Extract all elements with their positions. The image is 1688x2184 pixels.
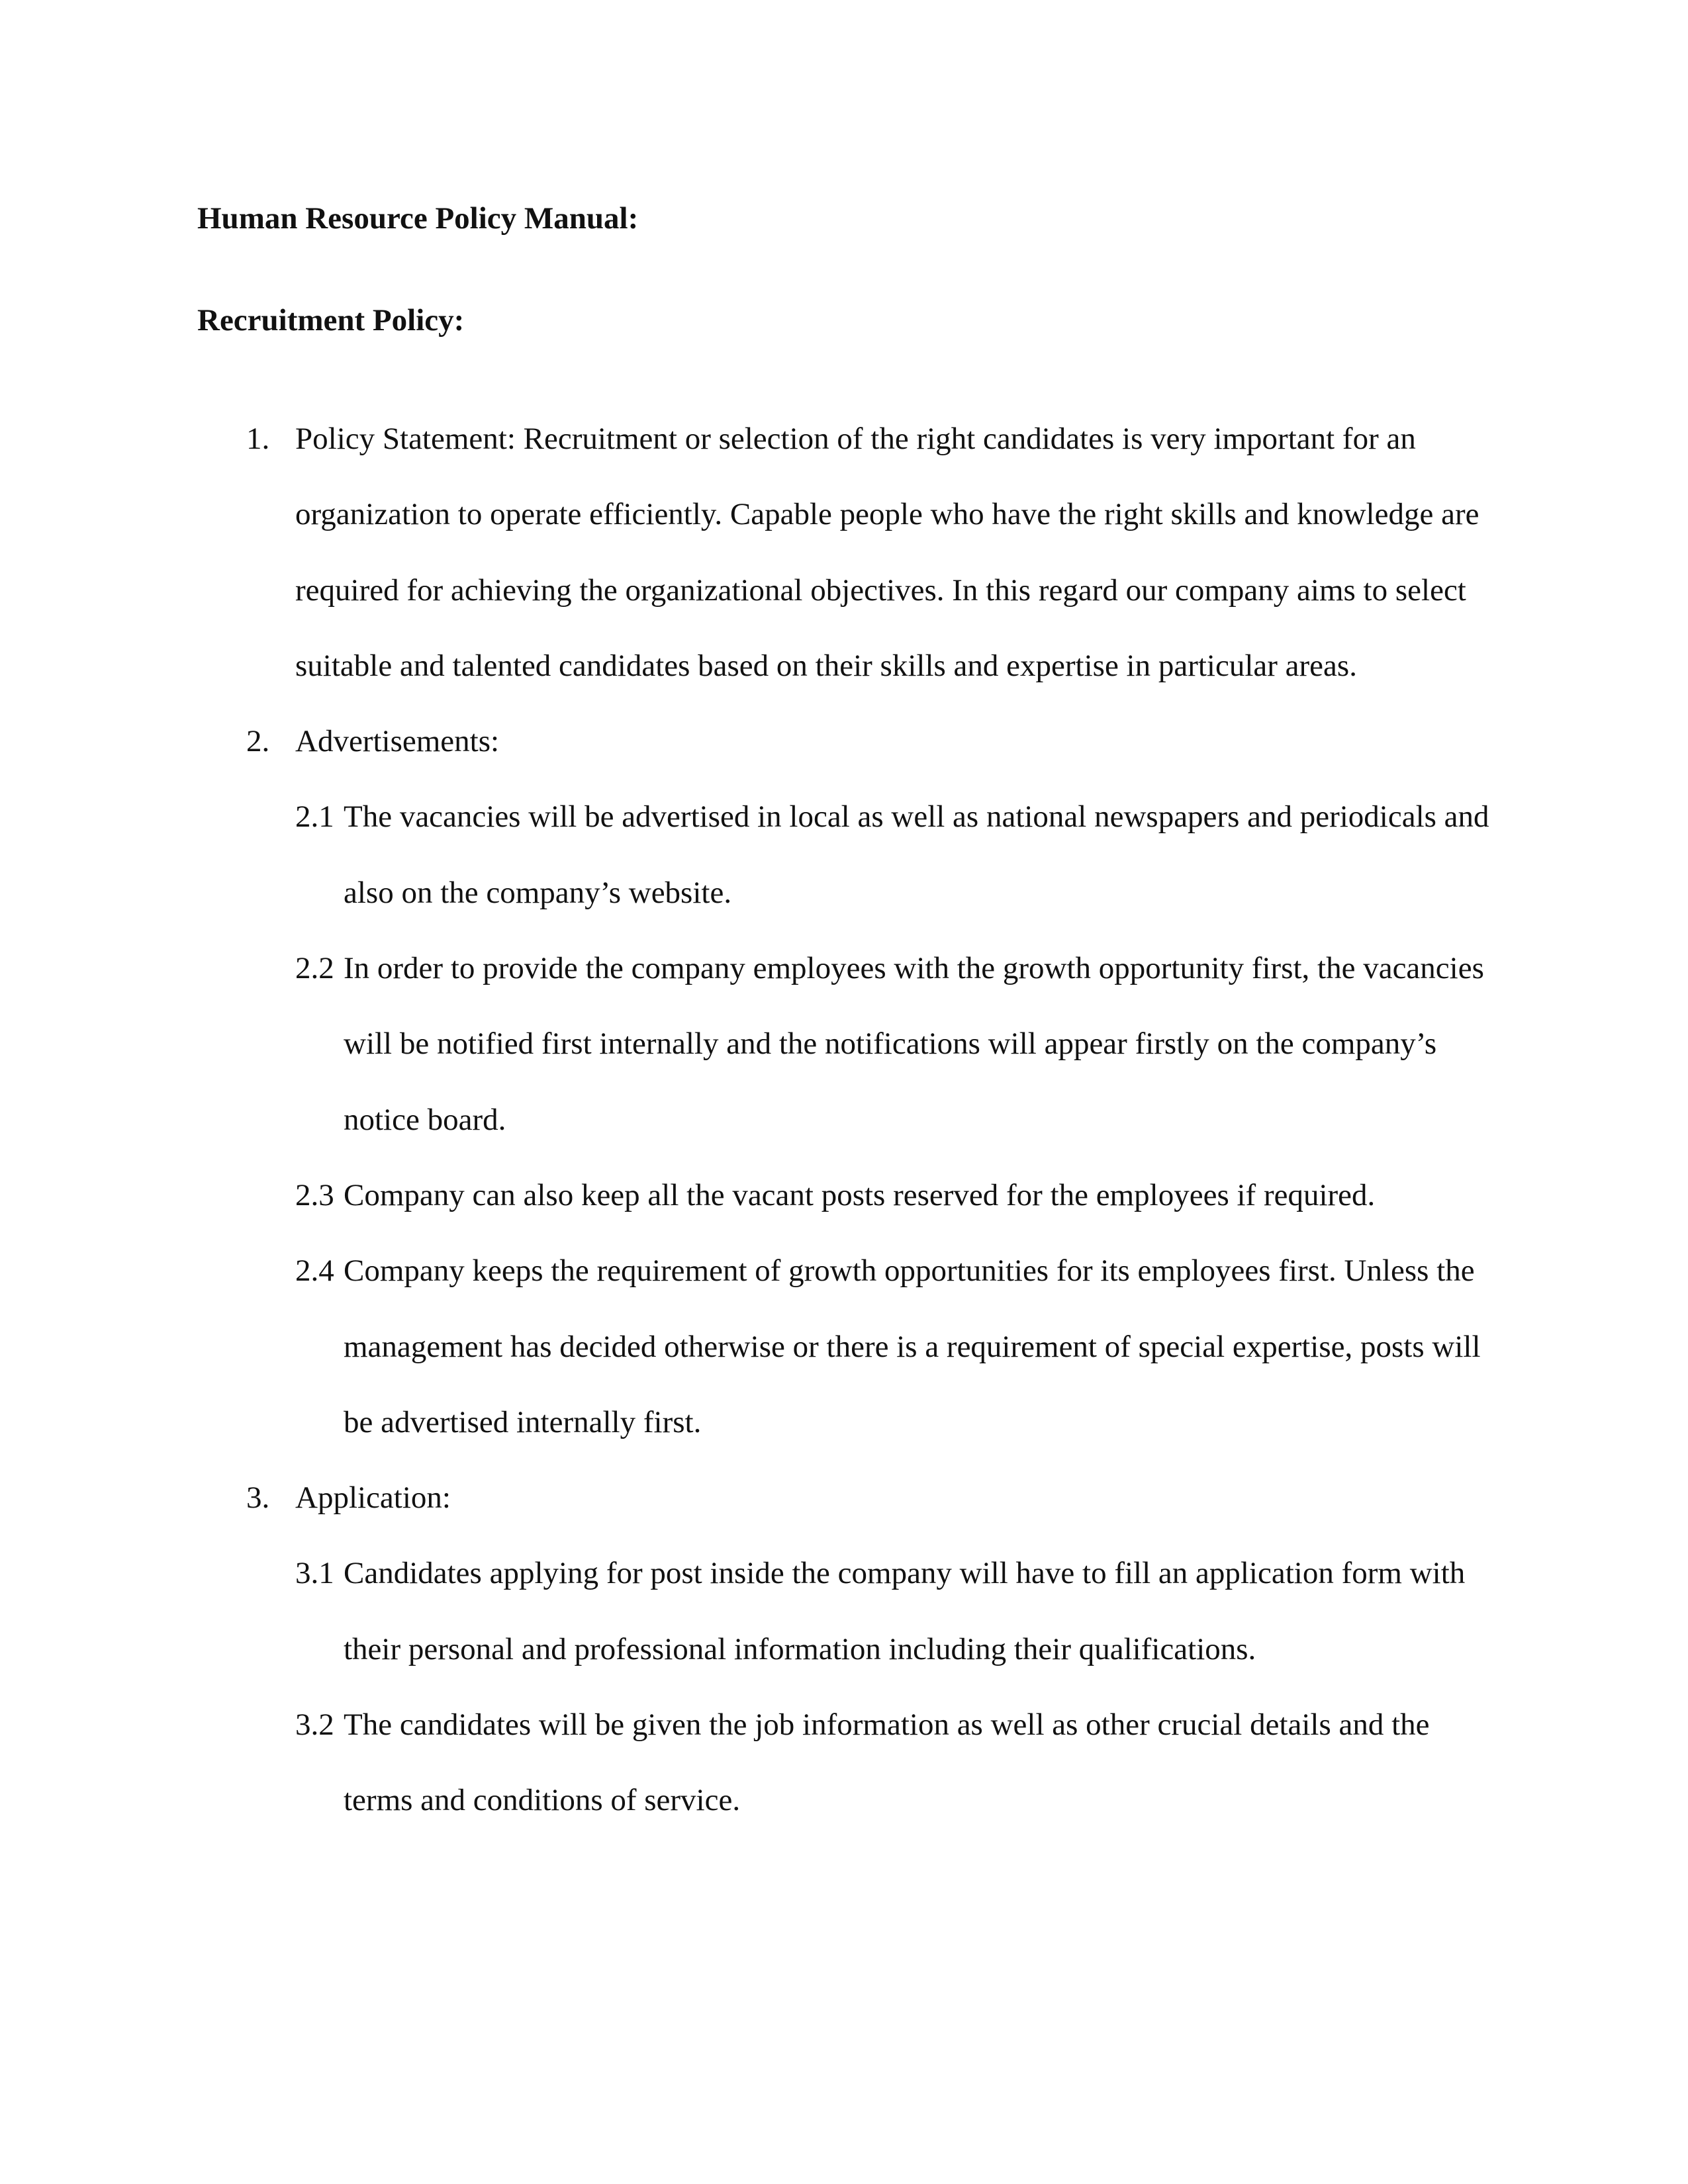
section-title: Recruitment Policy: (197, 303, 465, 338)
list-item-advertisements (0, 704, 1487, 779)
subitem-number: 3.2 (295, 1707, 334, 1743)
subitem-2-3 (0, 1158, 1502, 1233)
subitem-text: The candidates will be given the job information as well as other crucial details and the terms and conditions of service. (344, 1707, 1430, 1818)
policy-list (0, 401, 1688, 1839)
list-item-policy-statement (0, 401, 1487, 704)
list-item-number: 2. (246, 724, 270, 759)
subitem-text: Candidates applying for post inside the company will have to fill an application form with their personal and professional information including their qualifications. (344, 1556, 1466, 1666)
subitem-number: 2.1 (295, 799, 334, 835)
document-title: Human Resource Policy Manual: (197, 201, 639, 236)
subitem-text: Company can also keep all the vacant posts reserved for the employees if required. (344, 1177, 1376, 1212)
subitem-number: 3.1 (295, 1556, 334, 1591)
subitem-text: The vacancies will be advertised in local as well as national newspapers and periodicals and also on the company’s website. (344, 799, 1489, 910)
subitem-number: 2.3 (295, 1177, 334, 1212)
subitem-3-1 (0, 1535, 1502, 1687)
subitem-2-1 (0, 779, 1502, 931)
subitem-text: Company keeps the requirement of growth opportunities for its employees first. Unless the management has decided otherwise or there is a requirement of special expertise, posts will be advertised internally first. (344, 1253, 1481, 1439)
list-item-text: Advertisements: (295, 724, 500, 759)
subitem-number: 2.2 (295, 951, 334, 986)
subitem-number: 2.4 (295, 1253, 334, 1289)
subitem-2-4 (0, 1233, 1502, 1460)
subitem-2-2 (0, 931, 1502, 1158)
list-item-application (0, 1460, 1487, 1535)
subitem-text: In order to provide the company employees with the growth opportunity first, the vacancies will be notified first internally and the notifications will appear firstly on the company’s notice board. (344, 951, 1484, 1137)
list-item-text: Application: (295, 1480, 451, 1516)
list-item-number: 1. (246, 422, 270, 456)
list-item-number: 3. (246, 1480, 270, 1516)
list-item-text: Policy Statement: Recruitment or selection of the right candidates is very important for an organization to operate efficiently. Capable people who have the right skills and knowledge are required for achieving the organizational objectives. In this regard our company aims to select suitable and talented candidates based on their skills and expertise in particular areas. (295, 422, 1479, 683)
subitem-3-2 (0, 1687, 1502, 1839)
